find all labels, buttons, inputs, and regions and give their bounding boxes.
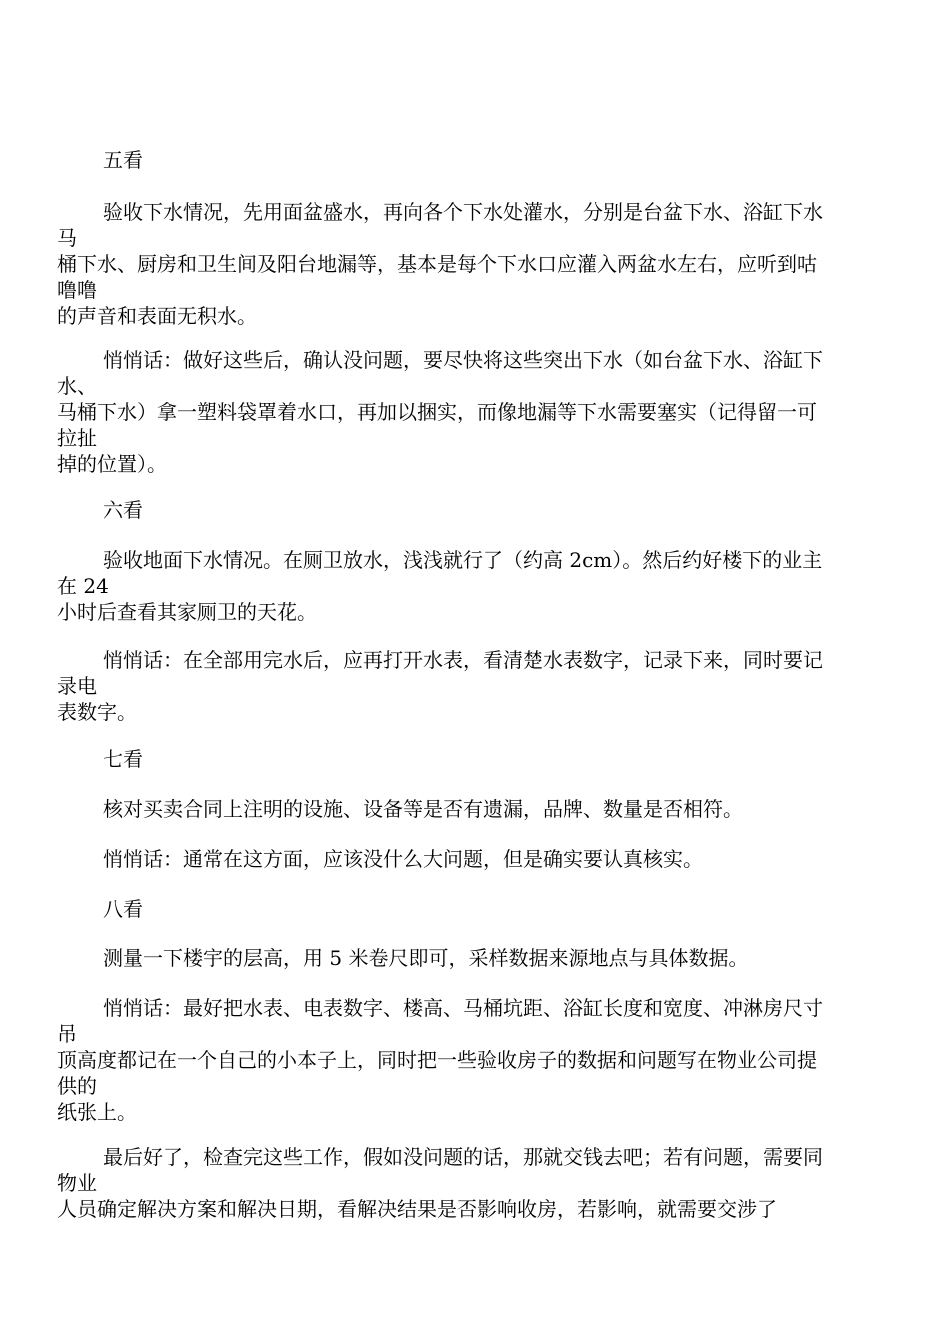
- paragraph-6-tip: [57, 647, 917, 725]
- paragraph-final: [57, 1144, 917, 1222]
- text-line: 悄悄话：做好这些后，确认没问题，要尽快将这些突出下水（如台盆下水、浴缸下: [103, 348, 823, 372]
- text-line: 悄悄话：最好把水表、电表数字、楼高、马桶坑距、浴缸长度和宽度、冲淋房尺寸: [103, 996, 823, 1020]
- text-line: 悄悄话：通常在这方面，应该没什么大问题，但是确实要认真核实。: [103, 847, 703, 871]
- text-line: 供的: [57, 1074, 97, 1098]
- paragraph-5-tip: [57, 347, 917, 477]
- text-line: 纸张上。: [57, 1100, 137, 1124]
- text-line: 最后好了，检查完这些工作，假如没问题的话，那就交钱去吧；若有问题，需要同: [103, 1145, 823, 1169]
- heading-text: 六看: [103, 498, 143, 522]
- text-line: 测量一下楼宇的层高，用 5 米卷尺即可，采样数据来源地点与具体数据。: [103, 946, 749, 970]
- text-line: 马: [57, 226, 77, 250]
- heading-text: 八看: [103, 897, 143, 921]
- paragraph-5-body: [57, 199, 917, 329]
- paragraph-7-body: [57, 796, 917, 822]
- text-line: 人员确定解决方案和解决日期，看解决结果是否影响收房，若影响，就需要交涉了: [57, 1197, 777, 1221]
- heading-text: 五看: [103, 148, 143, 172]
- text-line: 在 24: [57, 574, 109, 598]
- paragraph-8-body: [57, 945, 917, 971]
- text-line: 表数字。: [57, 700, 137, 724]
- text-line: 掉的位置）。: [57, 452, 167, 476]
- text-line: 验收下水情况，先用面盆盛水，再向各个下水处灌水，分别是台盆下水、浴缸下水: [103, 200, 823, 224]
- section-heading-5: [57, 147, 917, 173]
- text-line: 吊: [57, 1022, 77, 1046]
- paragraph-7-tip: [57, 846, 917, 872]
- text-line: 物业: [57, 1171, 97, 1195]
- text-line: 顶高度都记在一个自己的小本子上，同时把一些验收房子的数据和问题写在物业公司提: [57, 1048, 817, 1072]
- text-line: 噜噜: [57, 278, 97, 302]
- section-heading-7: [57, 746, 917, 772]
- text-line: 的声音和表面无积水。: [57, 304, 257, 328]
- text-line: 水、: [57, 374, 97, 398]
- text-line: 核对买卖合同上注明的设施、设备等是否有遗漏，品牌、数量是否相符。: [103, 797, 743, 821]
- text-line: 悄悄话：在全部用完水后，应再打开水表，看清楚水表数字，记录下来，同时要记: [103, 648, 823, 672]
- text-line: 马桶下水）拿一塑料袋罩着水口，再加以捆实，而像地漏等下水需要塞实（记得留一可: [57, 400, 817, 424]
- text-line: 验收地面下水情况。在厕卫放水，浅浅就行了（约高 2cm）。然后约好楼下的业主: [103, 548, 823, 572]
- paragraph-8-tip: [57, 995, 917, 1125]
- heading-text: 七看: [103, 747, 143, 771]
- paragraph-6-body: [57, 547, 917, 625]
- text-line: 桶下水、厨房和卫生间及阳台地漏等，基本是每个下水口应灌入两盆水左右，应听到咕: [57, 252, 817, 276]
- section-heading-6: [57, 497, 917, 523]
- text-line: 录电: [57, 674, 97, 698]
- section-heading-8: [57, 896, 917, 922]
- text-line: 小时后查看其家厕卫的天花。: [57, 600, 317, 624]
- text-line: 拉扯: [57, 426, 97, 450]
